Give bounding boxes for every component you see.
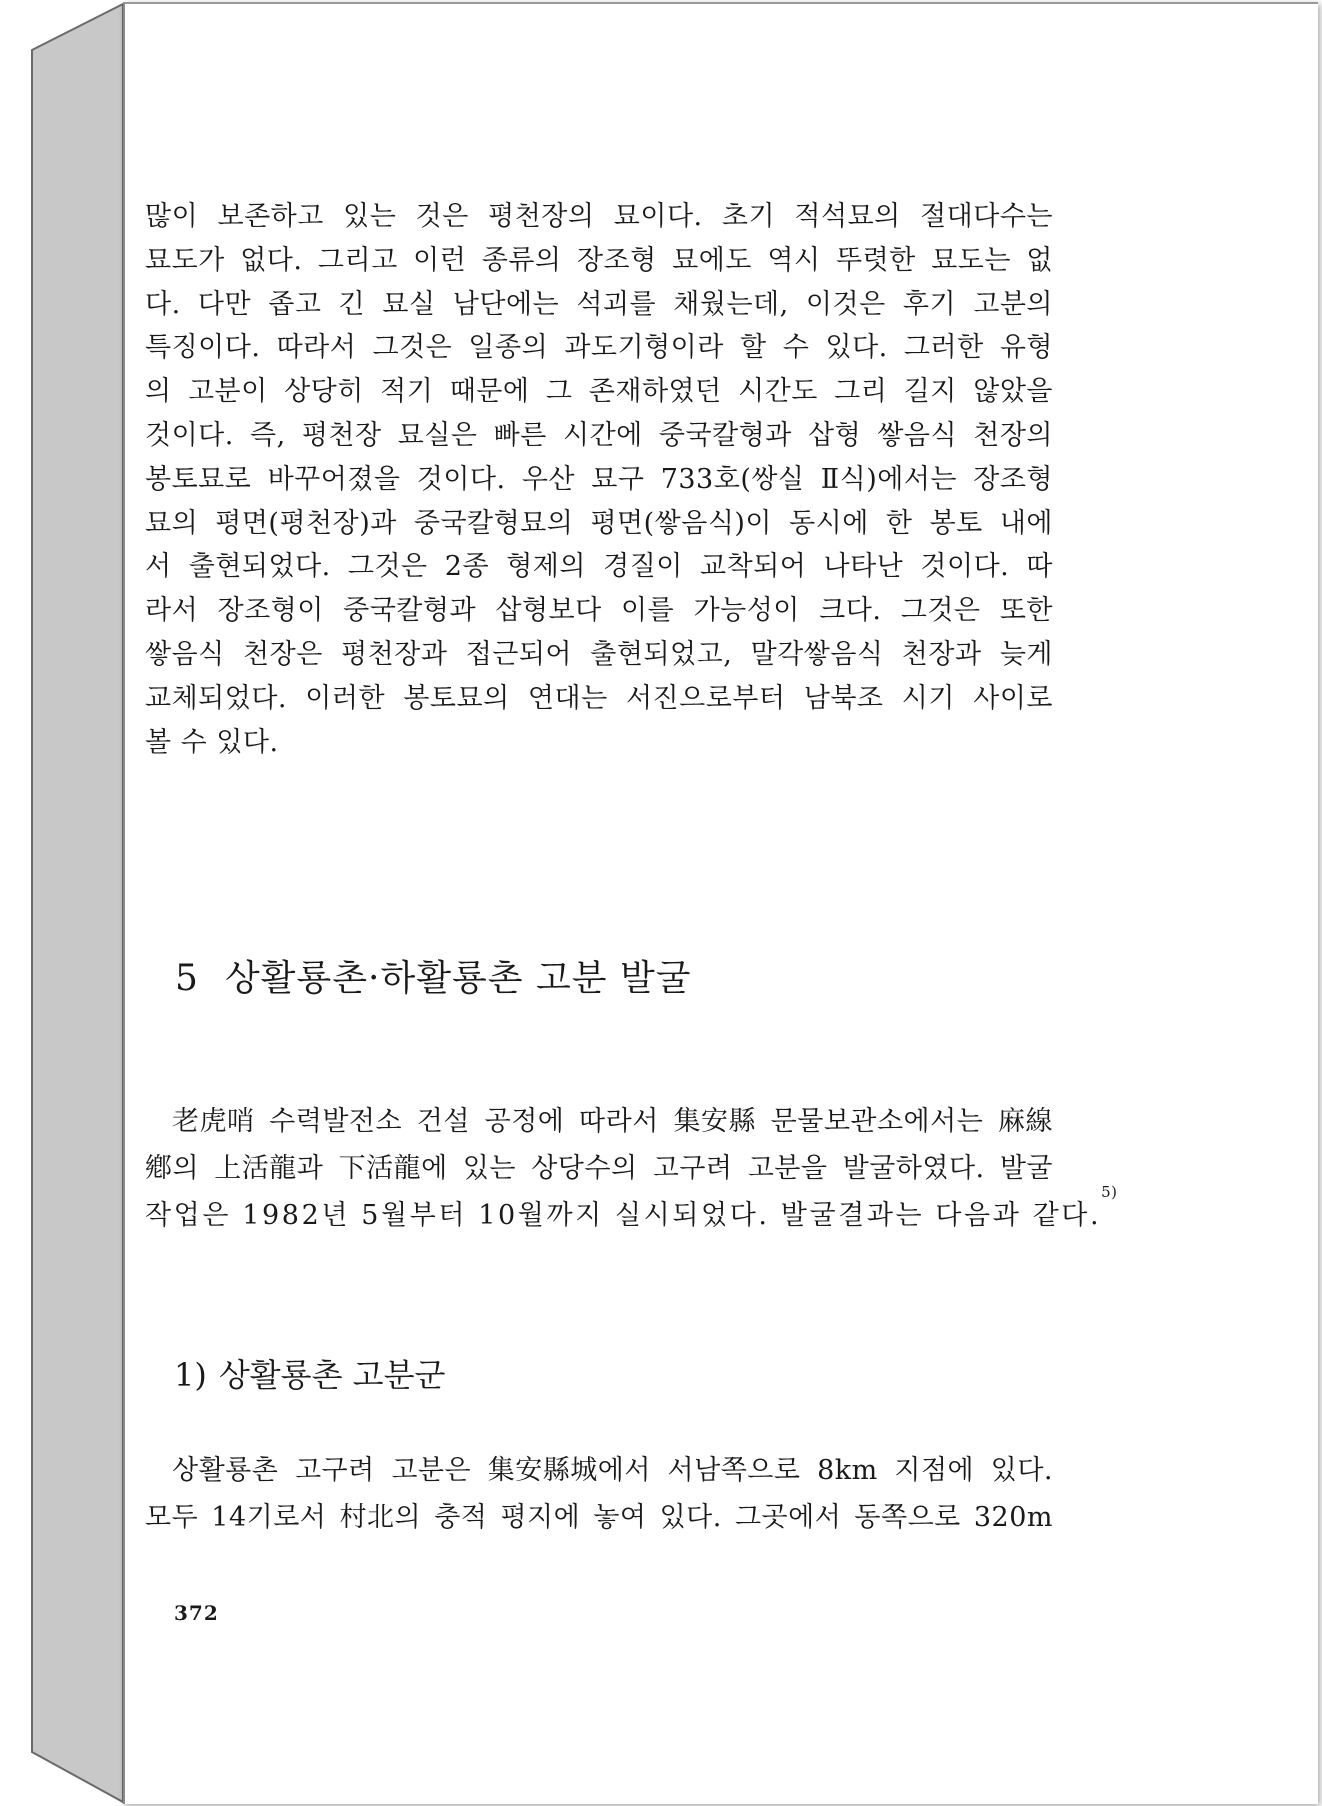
subsection-number: 1) bbox=[174, 1356, 207, 1394]
paragraph-line: 봉토묘로 바꾸어졌을 것이다. 우산 묘구 733호(쌍실 Ⅱ식)에서는 장조형 bbox=[145, 463, 1053, 495]
paragraph-line-with-footnote bbox=[145, 1183, 1118, 1239]
section-number: 5 bbox=[175, 958, 199, 999]
paragraph-2 bbox=[145, 1098, 1118, 1239]
paragraph-line: 묘의 평면(평천장)과 중국칼형묘의 평면(쌓음식)이 동시에 한 봉토 내에 bbox=[145, 507, 1053, 539]
paragraph-line: 것이다. 즉, 평천장 묘실은 빠른 시간에 중국칼형과 삽형 쌓음식 천장의 bbox=[145, 419, 1053, 451]
paragraph-line: 상활룡촌 고구려 고분은 集安縣城에서 서남쪽으로 8km 지점에 있다. bbox=[172, 1455, 1053, 1486]
subsection-heading bbox=[174, 1350, 445, 1396]
paragraph-line: 쌓음식 천장은 평천장과 접근되어 출현되었고, 말각쌓음식 천장과 늦게 bbox=[145, 638, 1053, 670]
paragraph-1 bbox=[145, 195, 1053, 764]
paragraph-line: 의 고분이 상당히 적기 때문에 그 존재하였던 시간도 그리 길지 않았을 bbox=[145, 376, 1053, 408]
paragraph-line: 볼 수 있다. bbox=[145, 726, 279, 758]
footnote-reference[interactable]: 5) bbox=[1101, 1183, 1118, 1201]
book-spine bbox=[0, 0, 125, 1806]
paragraph-3 bbox=[145, 1447, 1053, 1541]
subsection-title: 상활룡촌 고분군 bbox=[218, 1356, 446, 1394]
page-number: 372 bbox=[174, 1601, 219, 1625]
paragraph-line: 모두 14기로서 村北의 충적 평지에 놓여 있다. 그곳에서 동쪽으로 320m bbox=[145, 1502, 1053, 1533]
paragraph-line: 老虎哨 수력발전소 건설 공정에 따라서 集安縣 문물보관소에서는 麻線 bbox=[172, 1106, 1053, 1137]
paragraph-line: 교체되었다. 이러한 봉토묘의 연대는 서진으로부터 남북조 시기 사이로 bbox=[145, 682, 1053, 714]
paragraph-line: 다. 다만 좁고 긴 묘실 남단에는 석괴를 채웠는데, 이것은 후기 고분의 bbox=[145, 288, 1053, 320]
paragraph-line: 라서 장조형이 중국칼형과 삽형보다 이를 가능성이 크다. 그것은 또한 bbox=[145, 595, 1053, 627]
paragraph-line: 특징이다. 따라서 그것은 일종의 과도기형이라 할 수 있다. 그러한 유형 bbox=[145, 332, 1053, 364]
section-heading bbox=[175, 950, 692, 1001]
paragraph-line: 鄕의 上活龍과 下活龍에 있는 상당수의 고구려 고분을 발굴하였다. 발굴 bbox=[145, 1153, 1053, 1184]
paragraph-line: 묘도가 없다. 그리고 이런 종류의 장조형 묘에도 역시 뚜렷한 묘도는 없 bbox=[145, 244, 1053, 276]
paragraph-line-text: 작업은 1982년 5월부터 10월까지 실시되었다. 발굴결과는 다음과 같다. bbox=[145, 1200, 1102, 1231]
paragraph-line: 많이 보존하고 있는 것은 평천장의 묘이다. 초기 적석묘의 절대다수는 bbox=[145, 201, 1053, 232]
paragraph-line: 서 출현되었다. 그것은 2종 형제의 경질이 교착되어 나타난 것이다. 따 bbox=[145, 551, 1053, 583]
section-title: 상활룡촌·하활룡촌 고분 발굴 bbox=[224, 958, 692, 999]
